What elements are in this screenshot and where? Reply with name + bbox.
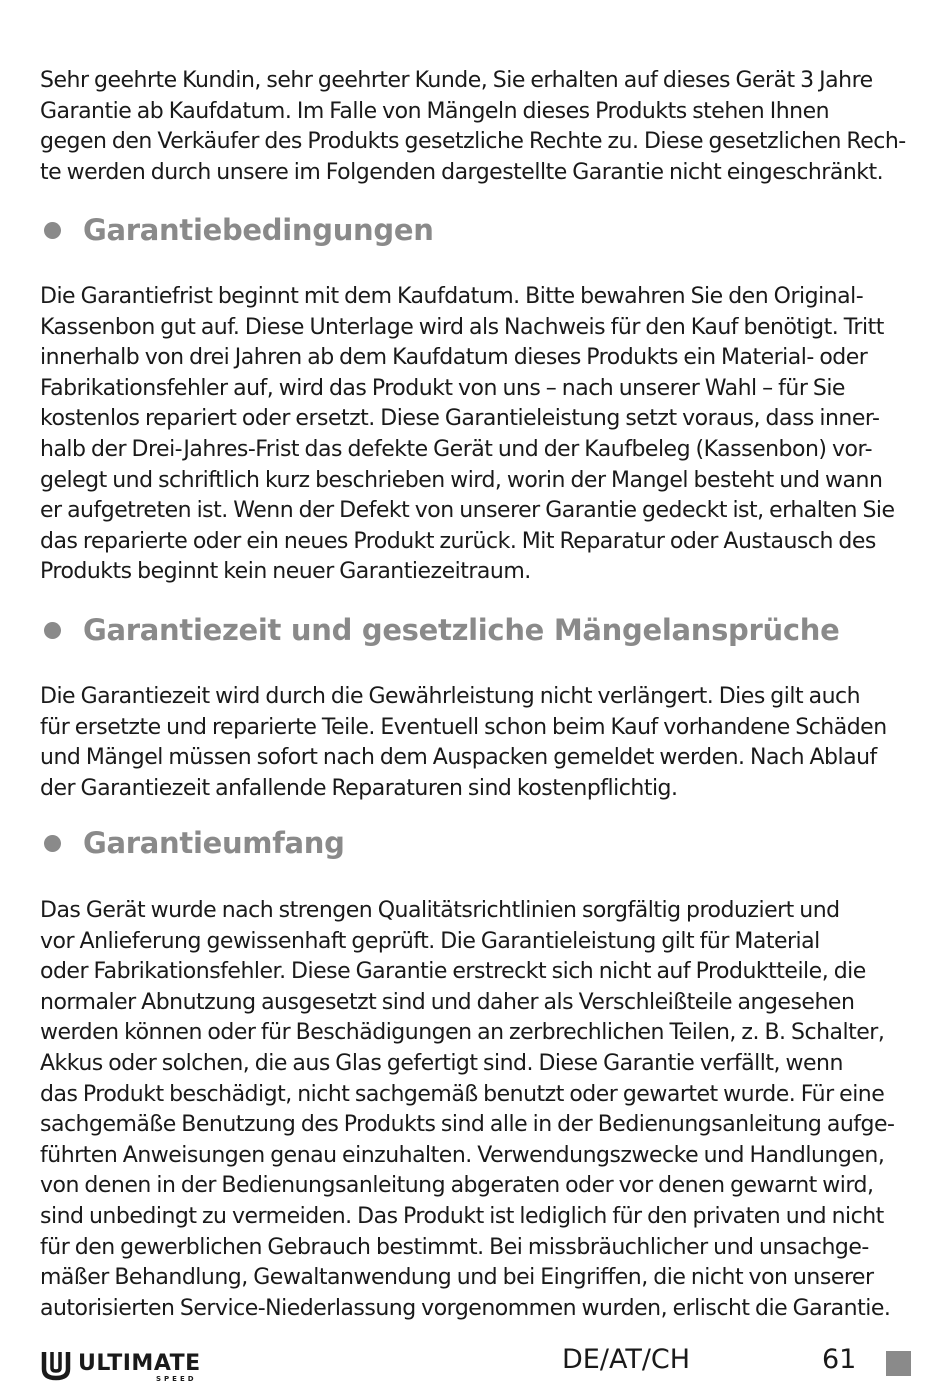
logo-subtext: SPEED bbox=[156, 1375, 197, 1383]
bullet-icon bbox=[44, 835, 61, 852]
section-paragraph-garantiebedingungen: Die Garantiefrist beginnt mit dem Kaufdatum. Bitte bewahren Sie den Original- Kassenbon gut auf. Diese Unterlage wird als Nachweis für den Kauf benötigt. Tritt innerhalb von drei Jahren ab dem Kaufdatum dieses Produkts ein Material- oder Fabrikationsfehler auf, wird das Produkt von uns – nach unserer Wahl – für Sie kostenlos repariert oder ersetzt. Diese Garantieleistung setzt voraus, dass inner- halb der Drei-Jahres-Frist das defekte Gerät und der Kaufbeleg (Kassenbon) vor- gelegt und schriftlich kurz beschrieben wird, worin der Mangel besteht und wann er aufgetreten ist. Wenn der Defekt von unserer Garantie gedeckt ist, erhalten Sie das reparierte oder ein neues Produkt zurück. Mit Reparatur oder Austausch des Produkts beginnt kein neuer Garantiezeitraum. bbox=[40, 284, 895, 585]
section-paragraph-garantieumfang: Das Gerät wurde nach strengen Qualitätsrichtlinien sorgfältig produziert und vor Anlieferung gewissenhaft geprüft. Die Garantieleistung gilt für Material oder Fabrikationsfehler. Diese Garantie erstreckt sich nicht auf Produktteile, die normaler Abnutzung ausgesetzt sind und daher als Verschleißteile angesehen werden können oder für Beschädigungen an zerbrechlichen Teilen, z. B. Schalter, Akkus oder solchen, die aus Glas gefertigt sind. Diese Garantie verfällt, wenn das Produkt beschädigt, nicht sachgemäß benutzt oder gewartet wurde. Für eine sachgemäße Benutzung des Produkts sind alle in der Bedienungsanleitung aufge- führten Anweisungen genau einzuhalten. Verwendungszwecke und Handlungen, von denen in der Bedienungsanleitung abgeraten oder vor denen gewarnt wird, sind unbedingt zu vermeiden. Das Produkt ist lediglich für den privaten und nicht für den gewerblichen Gebrauch bestimmt. Bei missbräuchlicher und unsachge- mäßer Behandlung, Gewaltanwendung und bei Eingriffen, die nicht von unserer autorisierten Service-Niederlassung vorgenommen wurden, erlischt die Garantie. bbox=[40, 898, 895, 1321]
page-marker-square bbox=[886, 1351, 911, 1376]
section-heading-text: Garantiezeit und gesetzliche Mängelansprüche bbox=[83, 613, 840, 647]
bullet-icon bbox=[44, 222, 61, 239]
intro-paragraph: Sehr geehrte Kundin, sehr geehrter Kunde, Sie erhalten auf dieses Gerät 3 Jahre Garantie ab Kaufdatum. Im Falle von Mängeln dieses Produkts stehen Ihnen gegen den Verkäufer des Produkts gesetzliche Rechte zu. Diese gesetzlichen Rech- te werden durch unsere im Folgenden dargestellte Garantie nicht eingeschränkt. bbox=[40, 68, 906, 185]
brand-logo bbox=[40, 1349, 210, 1381]
logo-wordmark: ULTIMATE bbox=[78, 1351, 201, 1376]
section-heading-garantieumfang bbox=[40, 823, 345, 863]
section-heading-text: Garantiebedingungen bbox=[83, 213, 434, 247]
section-heading-text: Garantieumfang bbox=[83, 826, 345, 860]
page-footer bbox=[0, 1340, 950, 1385]
section-paragraph-garantiezeit: Die Garantiezeit wird durch die Gewährleistung nicht verlängert. Dies gilt auch für ersetzte und reparierte Teile. Eventuell schon beim Kauf vorhandene Schäden und Mängel müssen sofort nach dem Auspacken gemeldet werden. Nach Ablauf der Garantiezeit anfallende Reparaturen sind kostenpflichtig. bbox=[40, 684, 887, 801]
country-codes: DE/AT/CH bbox=[562, 1344, 691, 1375]
bullet-icon bbox=[44, 622, 61, 639]
page-number: 61 bbox=[822, 1344, 857, 1375]
section-heading-garantiezeit bbox=[40, 610, 839, 650]
section-heading-garantiebedingungen bbox=[40, 210, 434, 250]
ultimate-speed-logo-icon bbox=[40, 1349, 72, 1381]
